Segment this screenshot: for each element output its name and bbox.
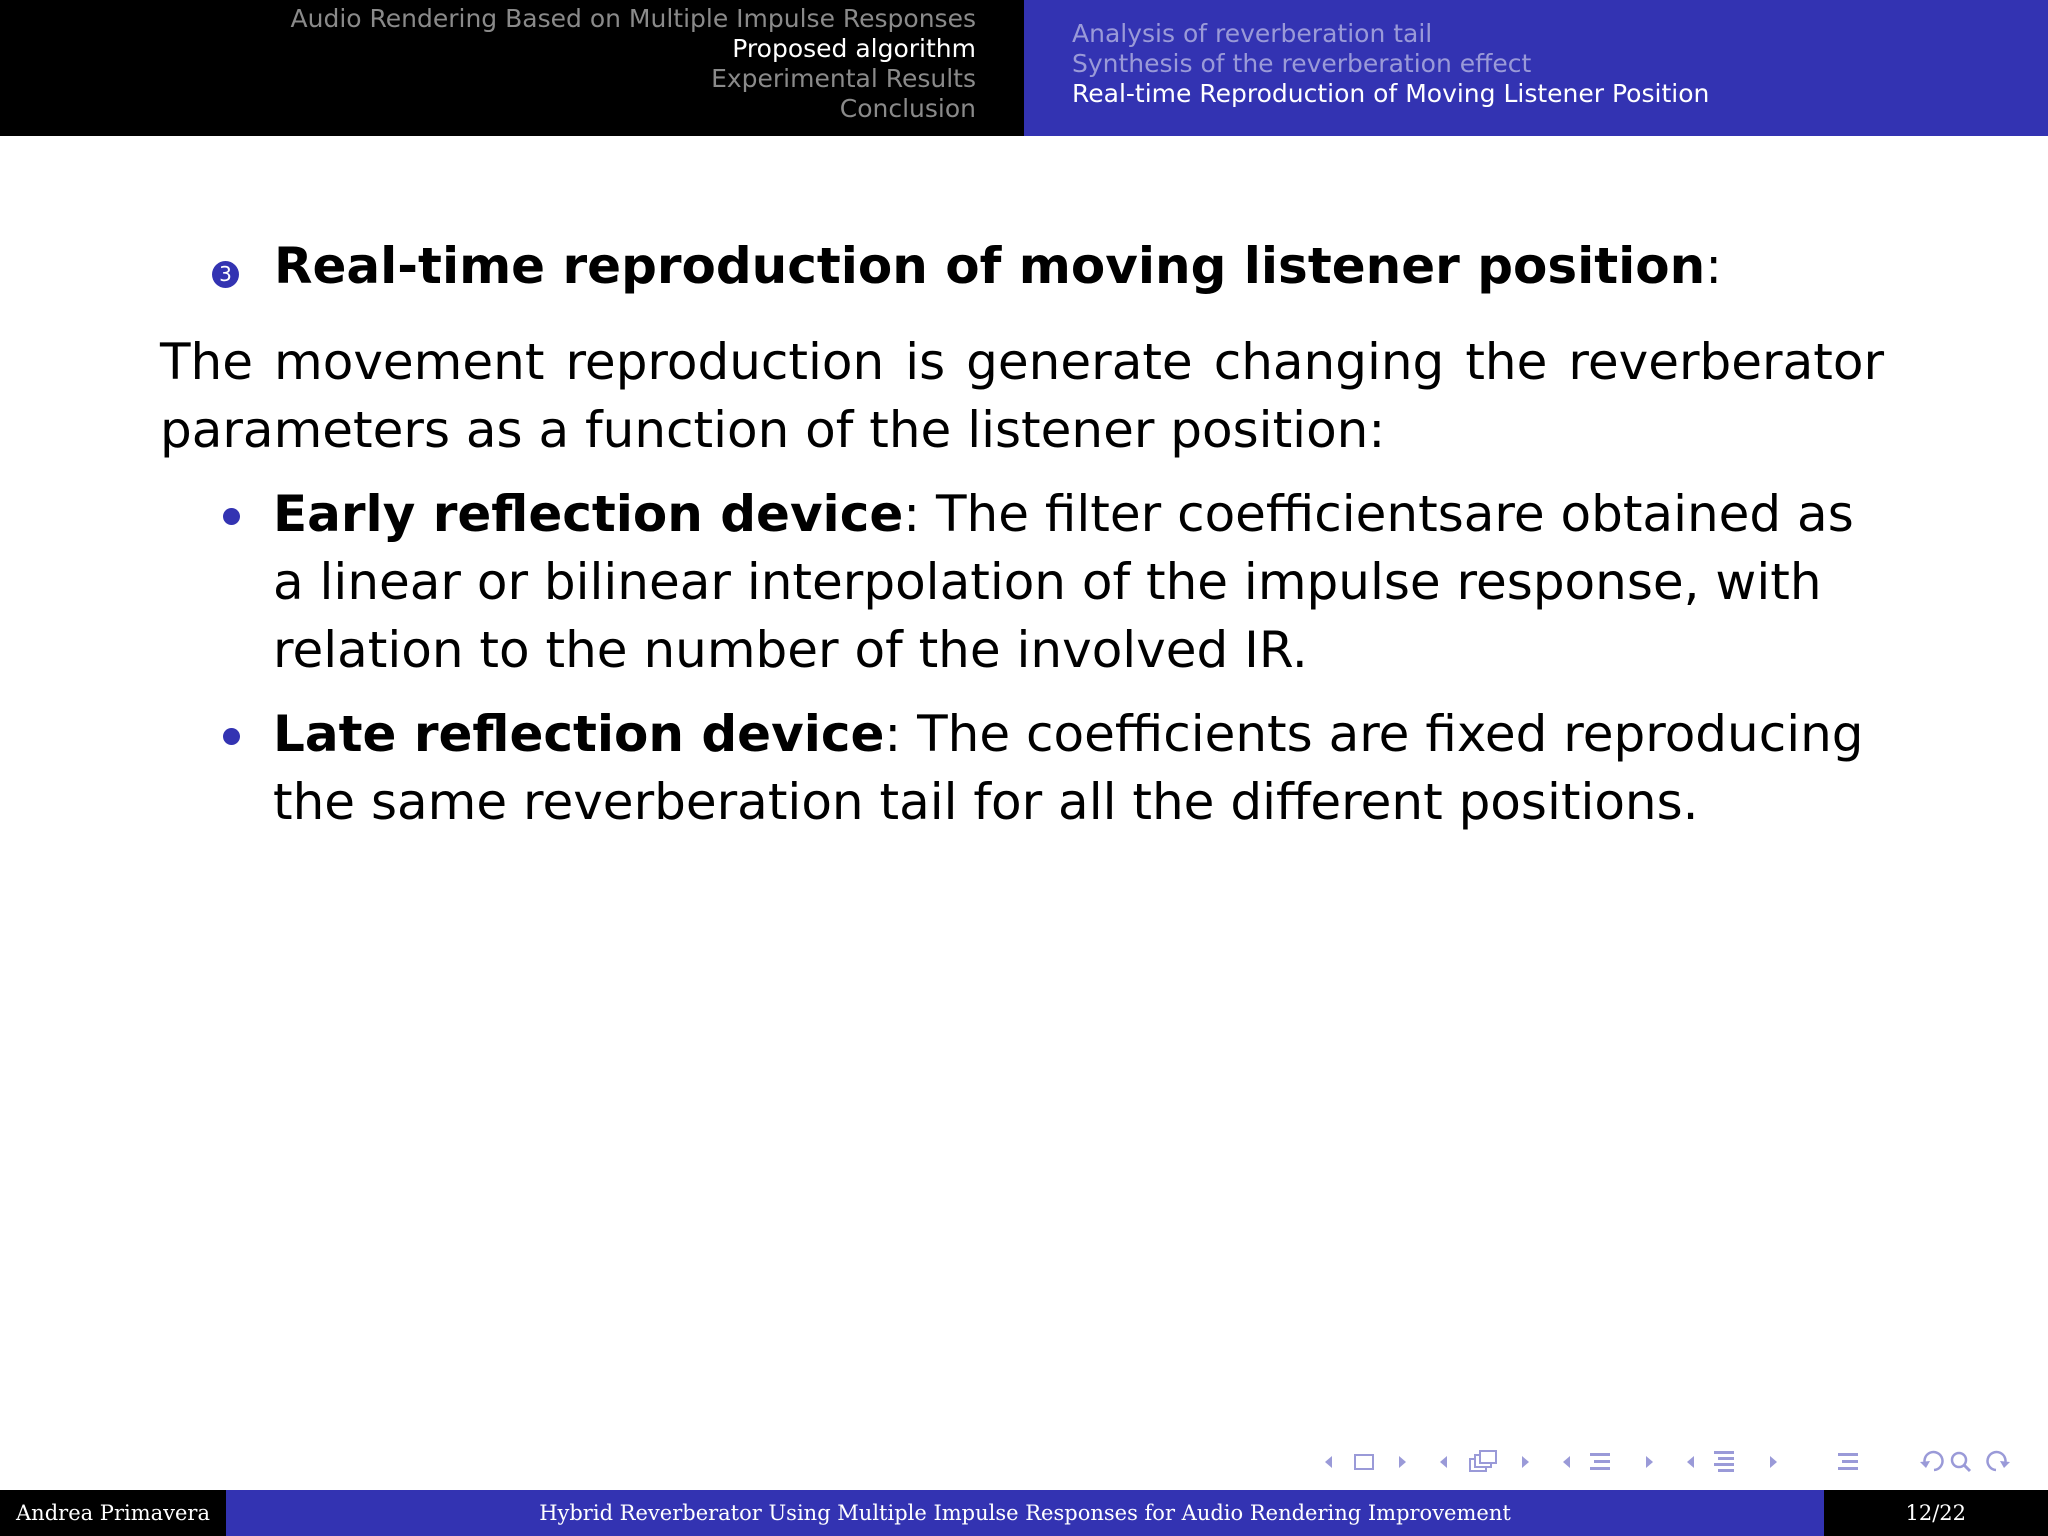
section-link-proposed-algorithm[interactable]: Proposed algorithm <box>732 34 976 63</box>
arrow-right-icon[interactable] <box>1399 1456 1406 1468</box>
bullet-text: : The filter coefficientsare obtained as a linear or bilinear interpolation of the impulse response, with relation to the number of the involved IR. <box>273 485 1854 679</box>
section-icon[interactable] <box>1838 1453 1858 1470</box>
arrow-left-icon[interactable] <box>1325 1456 1332 1468</box>
search-icon[interactable] <box>1952 1453 1970 1471</box>
list-item <box>160 480 1884 684</box>
bullet-text: : The coefficients are fixed reproducing the same reverberation tail for all the different positions. <box>273 705 1864 831</box>
section-link-audio-rendering[interactable]: Audio Rendering Based on Multiple Impulse Responses <box>290 4 976 33</box>
enum-number-badge: 3 <box>212 261 239 288</box>
back-icon[interactable] <box>1920 1452 1942 1470</box>
section-icon[interactable] <box>1590 1453 1610 1470</box>
subsection-link-realtime[interactable]: Real-time Reproduction of Moving Listener Position <box>1072 79 1710 108</box>
arrow-right-icon[interactable] <box>1770 1456 1777 1468</box>
header-subsections-bar <box>1024 0 2048 136</box>
footer-page-number <box>1824 1490 2048 1536</box>
header-sections-bar <box>0 0 1024 136</box>
forward-icon[interactable] <box>1988 1452 2010 1470</box>
bullet-dot-icon <box>223 728 240 745</box>
enum-heading-text <box>274 236 1722 296</box>
arrow-right-icon[interactable] <box>1522 1456 1529 1468</box>
arrow-left-icon[interactable] <box>1563 1456 1570 1468</box>
bullet-term: Late reflection device <box>273 705 885 763</box>
subsection-link-synthesis[interactable]: Synthesis of the reverberation effect <box>1072 49 1532 78</box>
toc-icon[interactable] <box>1714 1451 1734 1472</box>
page-number-text: 12/22 <box>1905 1501 1966 1525</box>
bullet-list <box>160 480 1884 852</box>
enum-heading-title: Real-time reproduction of moving listener position <box>274 237 1706 295</box>
list-item <box>160 700 1884 836</box>
arrow-left-icon[interactable] <box>1440 1456 1447 1468</box>
arrow-left-icon[interactable] <box>1687 1456 1694 1468</box>
bullet-dot-icon <box>223 508 240 525</box>
subsection-icon[interactable] <box>1470 1451 1496 1471</box>
section-link-conclusion[interactable]: Conclusion <box>839 94 976 123</box>
enum-heading-suffix: : <box>1705 237 1723 295</box>
navigation-symbols-svg <box>1310 1444 2030 1480</box>
footer-title: Hybrid Reverberator Using Multiple Impulse Responses for Audio Rendering Improvement <box>226 1490 1824 1536</box>
subsection-link-analysis[interactable]: Analysis of reverberation tail <box>1072 19 1433 48</box>
arrow-right-icon[interactable] <box>1646 1456 1653 1468</box>
frame-icon[interactable] <box>1355 1455 1373 1469</box>
section-link-experimental-results[interactable]: Experimental Results <box>711 64 976 93</box>
bullet-term: Early reflection device <box>273 485 904 543</box>
navigation-symbols <box>1310 1444 2030 1480</box>
footer-author: Andrea Primavera <box>0 1490 226 1536</box>
subsection-navigation <box>1072 19 1709 109</box>
section-navigation <box>291 4 976 124</box>
body-paragraph: The movement reproduction is generate changing the reverberator parameters as a function of the listener position: <box>160 333 1884 459</box>
